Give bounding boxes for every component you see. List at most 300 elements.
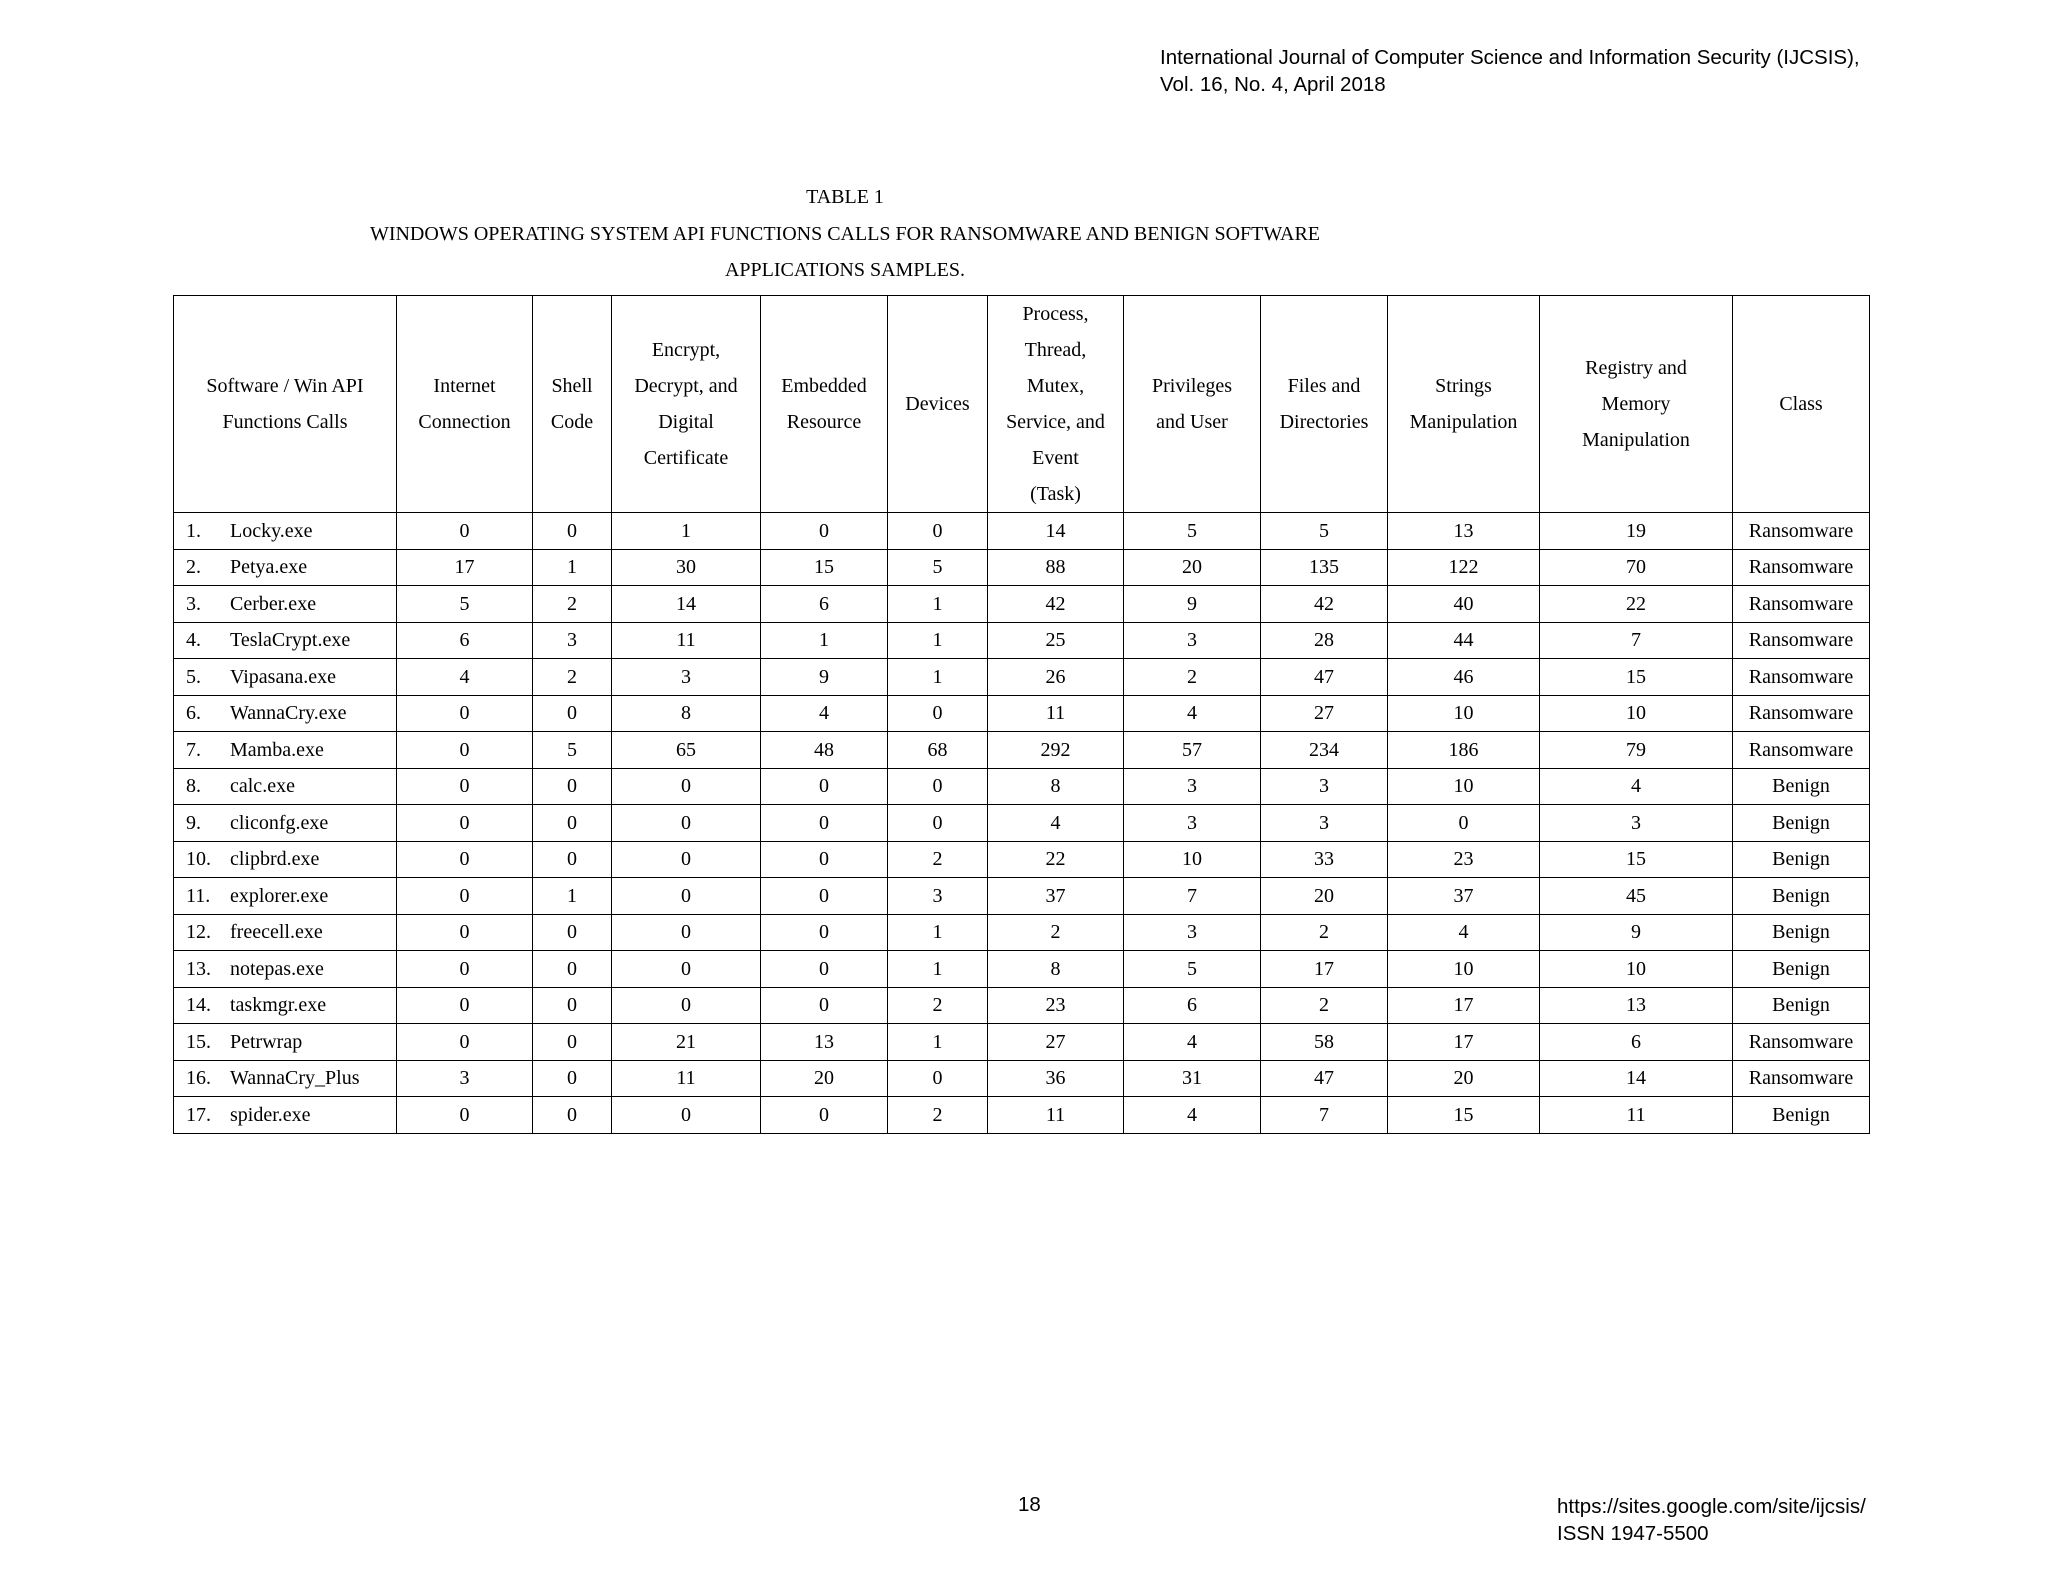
value-cell: 0: [397, 841, 533, 878]
value-cell: 0: [533, 914, 612, 951]
value-cell: 37: [988, 878, 1124, 915]
value-cell: 135: [1261, 549, 1388, 586]
table-row: [174, 951, 1870, 988]
value-cell: 42: [1261, 586, 1388, 623]
value-cell: 47: [1261, 659, 1388, 696]
value-cell: 0: [612, 1097, 761, 1134]
value-cell: 2: [988, 914, 1124, 951]
table-row: [174, 1060, 1870, 1097]
value-cell: 0: [761, 951, 888, 988]
value-cell: 11: [612, 622, 761, 659]
row-number: 1.: [186, 519, 201, 542]
software-name: WannaCry_Plus: [230, 1067, 360, 1090]
value-cell: 0: [397, 805, 533, 842]
column-header-line: Encrypt,: [651, 339, 721, 361]
value-cell: 0: [397, 914, 533, 951]
table-row: [174, 586, 1870, 623]
column-header-line: Devices: [905, 393, 970, 415]
class-cell: Benign: [1733, 914, 1870, 951]
class-cell: Benign: [1733, 805, 1870, 842]
value-cell: 27: [1261, 695, 1388, 732]
software-name: TeslaCrypt.exe: [230, 629, 351, 652]
column-header-line: Service, and: [1006, 411, 1105, 433]
value-cell: 2: [533, 586, 612, 623]
column-header-line: and User: [1156, 411, 1228, 433]
value-cell: 3: [888, 878, 988, 915]
table-title: WINDOWS OPERATING SYSTEM API FUNCTIONS CALLS FOR RANSOMWARE AND BENIGN SOFTWARE: [369, 223, 1321, 245]
page-number: 18: [1018, 1493, 1041, 1516]
value-cell: 2: [1124, 659, 1261, 696]
value-cell: 4: [761, 695, 888, 732]
value-cell: 11: [612, 1060, 761, 1097]
value-cell: 1: [888, 622, 988, 659]
value-cell: 0: [888, 513, 988, 550]
value-cell: 0: [533, 805, 612, 842]
value-cell: 5: [888, 549, 988, 586]
value-cell: 0: [397, 695, 533, 732]
value-cell: 17: [397, 549, 533, 586]
value-cell: 0: [761, 987, 888, 1024]
value-cell: 20: [1124, 549, 1261, 586]
value-cell: 22: [1540, 586, 1733, 623]
value-cell: 30: [612, 549, 761, 586]
value-cell: 20: [1388, 1060, 1540, 1097]
table-row: [174, 622, 1870, 659]
value-cell: 3: [397, 1060, 533, 1097]
value-cell: 0: [533, 1024, 612, 1061]
column-header-line: Mutex,: [1026, 375, 1085, 397]
class-cell: Benign: [1733, 951, 1870, 988]
row-number: 14.: [186, 994, 211, 1017]
row-number: 7.: [186, 738, 201, 761]
column-header: [397, 296, 533, 513]
value-cell: 20: [1261, 878, 1388, 915]
value-cell: 3: [1124, 768, 1261, 805]
table-row: [174, 805, 1870, 842]
value-cell: 57: [1124, 732, 1261, 769]
value-cell: 8: [988, 951, 1124, 988]
value-cell: 1: [761, 622, 888, 659]
value-cell: 17: [1388, 987, 1540, 1024]
column-header-line: Manipulation: [1582, 429, 1690, 451]
column-header: [1388, 296, 1540, 513]
value-cell: 0: [397, 768, 533, 805]
software-name-cell: [174, 914, 397, 951]
value-cell: 79: [1540, 732, 1733, 769]
value-cell: 4: [1540, 768, 1733, 805]
column-header-line: (Task): [1030, 483, 1081, 505]
value-cell: 11: [988, 1097, 1124, 1134]
table-body: [174, 513, 1870, 1134]
value-cell: 6: [397, 622, 533, 659]
column-header-line: Strings: [1435, 375, 1492, 397]
table-row: [174, 695, 1870, 732]
software-name: cliconfg.exe: [230, 811, 329, 834]
column-header: [174, 296, 397, 513]
value-cell: 0: [397, 987, 533, 1024]
api-calls-table: [173, 295, 1870, 1134]
value-cell: 0: [761, 768, 888, 805]
column-header-line: Manipulation: [1409, 411, 1518, 433]
column-header-line: Thread,: [1024, 339, 1087, 361]
value-cell: 15: [1388, 1097, 1540, 1134]
value-cell: 31: [1124, 1060, 1261, 1097]
class-cell: Ransomware: [1733, 1024, 1870, 1061]
software-name-cell: [174, 513, 397, 550]
value-cell: 0: [888, 1060, 988, 1097]
column-header: [1733, 296, 1870, 513]
value-cell: 13: [761, 1024, 888, 1061]
table-row: [174, 732, 1870, 769]
value-cell: 0: [612, 841, 761, 878]
value-cell: 3: [1261, 768, 1388, 805]
journal-name: International Journal of Computer Science and Information Security (IJCSIS),: [1160, 46, 1860, 69]
value-cell: 2: [1261, 914, 1388, 951]
value-cell: 122: [1388, 549, 1540, 586]
software-name: Cerber.exe: [230, 592, 317, 615]
value-cell: 2: [533, 659, 612, 696]
software-name: calc.exe: [230, 775, 295, 798]
software-name: Mamba.exe: [230, 738, 324, 761]
value-cell: 0: [888, 805, 988, 842]
column-header-line: Privileges: [1152, 375, 1232, 397]
row-number: 9.: [186, 811, 201, 834]
value-cell: 1: [533, 878, 612, 915]
value-cell: 2: [1261, 987, 1388, 1024]
value-cell: 0: [612, 878, 761, 915]
row-number: 11.: [186, 884, 211, 907]
journal-url: https://sites.google.com/site/ijcsis/: [1557, 1495, 1866, 1518]
software-name-cell: [174, 1097, 397, 1134]
value-cell: 1: [888, 914, 988, 951]
issn: ISSN 1947-5500: [1557, 1522, 1709, 1545]
value-cell: 47: [1261, 1060, 1388, 1097]
software-name-cell: [174, 586, 397, 623]
value-cell: 26: [988, 659, 1124, 696]
value-cell: 14: [1540, 1060, 1733, 1097]
value-cell: 10: [1388, 695, 1540, 732]
value-cell: 0: [533, 987, 612, 1024]
column-header-line: Certificate: [643, 447, 729, 469]
value-cell: 36: [988, 1060, 1124, 1097]
software-name: WannaCry.exe: [230, 702, 347, 725]
value-cell: 46: [1388, 659, 1540, 696]
value-cell: 7: [1261, 1097, 1388, 1134]
value-cell: 15: [1540, 659, 1733, 696]
table-row: [174, 878, 1870, 915]
column-header-line: Shell: [551, 375, 593, 397]
row-number: 15.: [186, 1030, 211, 1053]
table-row: [174, 987, 1870, 1024]
value-cell: 65: [612, 732, 761, 769]
row-number: 2.: [186, 556, 201, 579]
class-cell: Ransomware: [1733, 586, 1870, 623]
value-cell: 4: [1124, 1024, 1261, 1061]
value-cell: 0: [533, 1060, 612, 1097]
value-cell: 6: [761, 586, 888, 623]
column-header-line: Event: [1032, 447, 1079, 469]
value-cell: 20: [761, 1060, 888, 1097]
column-header-line: Registry and: [1585, 357, 1687, 379]
value-cell: 68: [888, 732, 988, 769]
value-cell: 58: [1261, 1024, 1388, 1061]
value-cell: 0: [533, 1097, 612, 1134]
value-cell: 0: [533, 951, 612, 988]
software-name-cell: [174, 695, 397, 732]
software-name-cell: [174, 622, 397, 659]
table-header-row: [174, 296, 1870, 513]
value-cell: 25: [988, 622, 1124, 659]
software-name-cell: [174, 659, 397, 696]
row-number: 5.: [186, 665, 201, 688]
value-cell: 0: [612, 914, 761, 951]
value-cell: 8: [988, 768, 1124, 805]
column-header: [761, 296, 888, 513]
column-header-line: Functions Calls: [222, 411, 348, 433]
class-cell: Benign: [1733, 878, 1870, 915]
value-cell: 14: [988, 513, 1124, 550]
row-number: 16.: [186, 1067, 211, 1090]
table-title-continued: APPLICATIONS SAMPLES.: [724, 259, 966, 281]
value-cell: 48: [761, 732, 888, 769]
value-cell: 6: [1124, 987, 1261, 1024]
value-cell: 9: [761, 659, 888, 696]
value-cell: 5: [1124, 513, 1261, 550]
software-name-cell: [174, 732, 397, 769]
value-cell: 37: [1388, 878, 1540, 915]
software-name: Petya.exe: [230, 556, 308, 579]
class-cell: Ransomware: [1733, 549, 1870, 586]
value-cell: 0: [761, 841, 888, 878]
value-cell: 0: [612, 768, 761, 805]
class-cell: Benign: [1733, 768, 1870, 805]
value-cell: 1: [888, 951, 988, 988]
value-cell: 4: [1124, 1097, 1261, 1134]
value-cell: 7: [1124, 878, 1261, 915]
table-row: [174, 1097, 1870, 1134]
column-header: [1261, 296, 1388, 513]
value-cell: 28: [1261, 622, 1388, 659]
column-header-line: Software / Win API: [206, 375, 364, 397]
value-cell: 14: [612, 586, 761, 623]
footer-info: [1557, 1493, 1866, 1547]
column-header: [1540, 296, 1733, 513]
value-cell: 3: [1540, 805, 1733, 842]
software-name-cell: [174, 841, 397, 878]
journal-volume: Vol. 16, No. 4, April 2018: [1160, 73, 1386, 96]
value-cell: 0: [761, 513, 888, 550]
row-number: 8.: [186, 775, 201, 798]
value-cell: 44: [1388, 622, 1540, 659]
value-cell: 8: [612, 695, 761, 732]
software-name-cell: [174, 805, 397, 842]
software-name-cell: [174, 1024, 397, 1061]
value-cell: 0: [888, 768, 988, 805]
value-cell: 10: [1388, 951, 1540, 988]
value-cell: 10: [1540, 951, 1733, 988]
value-cell: 19: [1540, 513, 1733, 550]
column-header-line: Connection: [418, 411, 511, 433]
value-cell: 6: [1540, 1024, 1733, 1061]
value-cell: 0: [533, 841, 612, 878]
value-cell: 0: [761, 914, 888, 951]
value-cell: 4: [1124, 695, 1261, 732]
value-cell: 1: [888, 1024, 988, 1061]
value-cell: 2: [888, 1097, 988, 1134]
software-name: spider.exe: [230, 1103, 311, 1126]
software-name: taskmgr.exe: [230, 994, 327, 1017]
value-cell: 15: [761, 549, 888, 586]
value-cell: 3: [1124, 805, 1261, 842]
value-cell: 11: [988, 695, 1124, 732]
software-name-cell: [174, 987, 397, 1024]
value-cell: 234: [1261, 732, 1388, 769]
value-cell: 0: [397, 1097, 533, 1134]
class-cell: Ransomware: [1733, 622, 1870, 659]
value-cell: 27: [988, 1024, 1124, 1061]
value-cell: 0: [761, 805, 888, 842]
value-cell: 292: [988, 732, 1124, 769]
table-row: [174, 659, 1870, 696]
column-header: [1124, 296, 1261, 513]
row-number: 17.: [186, 1103, 211, 1126]
value-cell: 3: [533, 622, 612, 659]
column-header-line: Resource: [786, 411, 862, 433]
value-cell: 11: [1540, 1097, 1733, 1134]
value-cell: 4: [397, 659, 533, 696]
value-cell: 33: [1261, 841, 1388, 878]
row-number: 13.: [186, 957, 211, 980]
value-cell: 45: [1540, 878, 1733, 915]
row-number: 10.: [186, 848, 211, 871]
value-cell: 3: [1124, 622, 1261, 659]
class-cell: Ransomware: [1733, 513, 1870, 550]
class-cell: Benign: [1733, 1097, 1870, 1134]
value-cell: 0: [533, 768, 612, 805]
value-cell: 70: [1540, 549, 1733, 586]
value-cell: 0: [761, 1097, 888, 1134]
value-cell: 17: [1388, 1024, 1540, 1061]
value-cell: 0: [612, 987, 761, 1024]
value-cell: 5: [1261, 513, 1388, 550]
software-name: explorer.exe: [230, 884, 329, 907]
column-header: [612, 296, 761, 513]
value-cell: 0: [612, 951, 761, 988]
value-cell: 21: [612, 1024, 761, 1061]
software-name-cell: [174, 549, 397, 586]
table-row: [174, 513, 1870, 550]
software-name-cell: [174, 951, 397, 988]
column-header-line: Class: [1779, 393, 1823, 415]
value-cell: 40: [1388, 586, 1540, 623]
value-cell: 23: [1388, 841, 1540, 878]
value-cell: 0: [761, 878, 888, 915]
value-cell: 1: [888, 586, 988, 623]
table-row: [174, 914, 1870, 951]
value-cell: 1: [612, 513, 761, 550]
value-cell: 1: [533, 549, 612, 586]
column-header-line: Code: [550, 411, 594, 433]
table-row: [174, 768, 1870, 805]
value-cell: 2: [888, 841, 988, 878]
value-cell: 17: [1261, 951, 1388, 988]
class-cell: Benign: [1733, 841, 1870, 878]
column-header-line: Process,: [1022, 303, 1089, 325]
journal-header: [1160, 44, 1860, 98]
value-cell: 0: [1388, 805, 1540, 842]
value-cell: 42: [988, 586, 1124, 623]
column-header-line: Directories: [1279, 411, 1369, 433]
value-cell: 2: [888, 987, 988, 1024]
value-cell: 5: [533, 732, 612, 769]
table-row: [174, 1024, 1870, 1061]
value-cell: 1: [888, 659, 988, 696]
software-name: freecell.exe: [230, 921, 323, 944]
value-cell: 7: [1540, 622, 1733, 659]
row-number: 12.: [186, 921, 211, 944]
value-cell: 0: [888, 695, 988, 732]
class-cell: Ransomware: [1733, 1060, 1870, 1097]
value-cell: 13: [1540, 987, 1733, 1024]
column-header-line: Decrypt, and: [634, 375, 738, 397]
column-header-line: Internet: [433, 375, 496, 397]
software-name: notepas.exe: [230, 957, 324, 980]
value-cell: 0: [533, 695, 612, 732]
value-cell: 9: [1540, 914, 1733, 951]
value-cell: 0: [397, 513, 533, 550]
column-header-line: Embedded: [781, 375, 867, 397]
column-header: [988, 296, 1124, 513]
value-cell: 15: [1540, 841, 1733, 878]
column-header-line: Digital: [658, 411, 714, 433]
value-cell: 0: [397, 732, 533, 769]
table-row: [174, 549, 1870, 586]
value-cell: 88: [988, 549, 1124, 586]
value-cell: 0: [397, 878, 533, 915]
column-header: [533, 296, 612, 513]
value-cell: 0: [397, 951, 533, 988]
value-cell: 0: [612, 805, 761, 842]
row-number: 4.: [186, 629, 201, 652]
table-number: TABLE 1: [806, 186, 884, 208]
software-name-cell: [174, 768, 397, 805]
software-name-cell: [174, 878, 397, 915]
value-cell: 3: [1261, 805, 1388, 842]
value-cell: 10: [1388, 768, 1540, 805]
value-cell: 23: [988, 987, 1124, 1024]
class-cell: Ransomware: [1733, 659, 1870, 696]
software-name: Locky.exe: [230, 519, 313, 542]
value-cell: 3: [1124, 914, 1261, 951]
value-cell: 4: [1388, 914, 1540, 951]
column-header-line: Memory: [1601, 393, 1671, 415]
value-cell: 3: [612, 659, 761, 696]
row-number: 3.: [186, 592, 201, 615]
row-number: 6.: [186, 702, 201, 725]
value-cell: 186: [1388, 732, 1540, 769]
value-cell: 0: [397, 1024, 533, 1061]
value-cell: 9: [1124, 586, 1261, 623]
value-cell: 5: [397, 586, 533, 623]
value-cell: 13: [1388, 513, 1540, 550]
value-cell: 5: [1124, 951, 1261, 988]
software-name-cell: [174, 1060, 397, 1097]
software-name: clipbrd.exe: [230, 848, 320, 871]
value-cell: 4: [988, 805, 1124, 842]
value-cell: 0: [533, 513, 612, 550]
value-cell: 10: [1124, 841, 1261, 878]
class-cell: Ransomware: [1733, 695, 1870, 732]
